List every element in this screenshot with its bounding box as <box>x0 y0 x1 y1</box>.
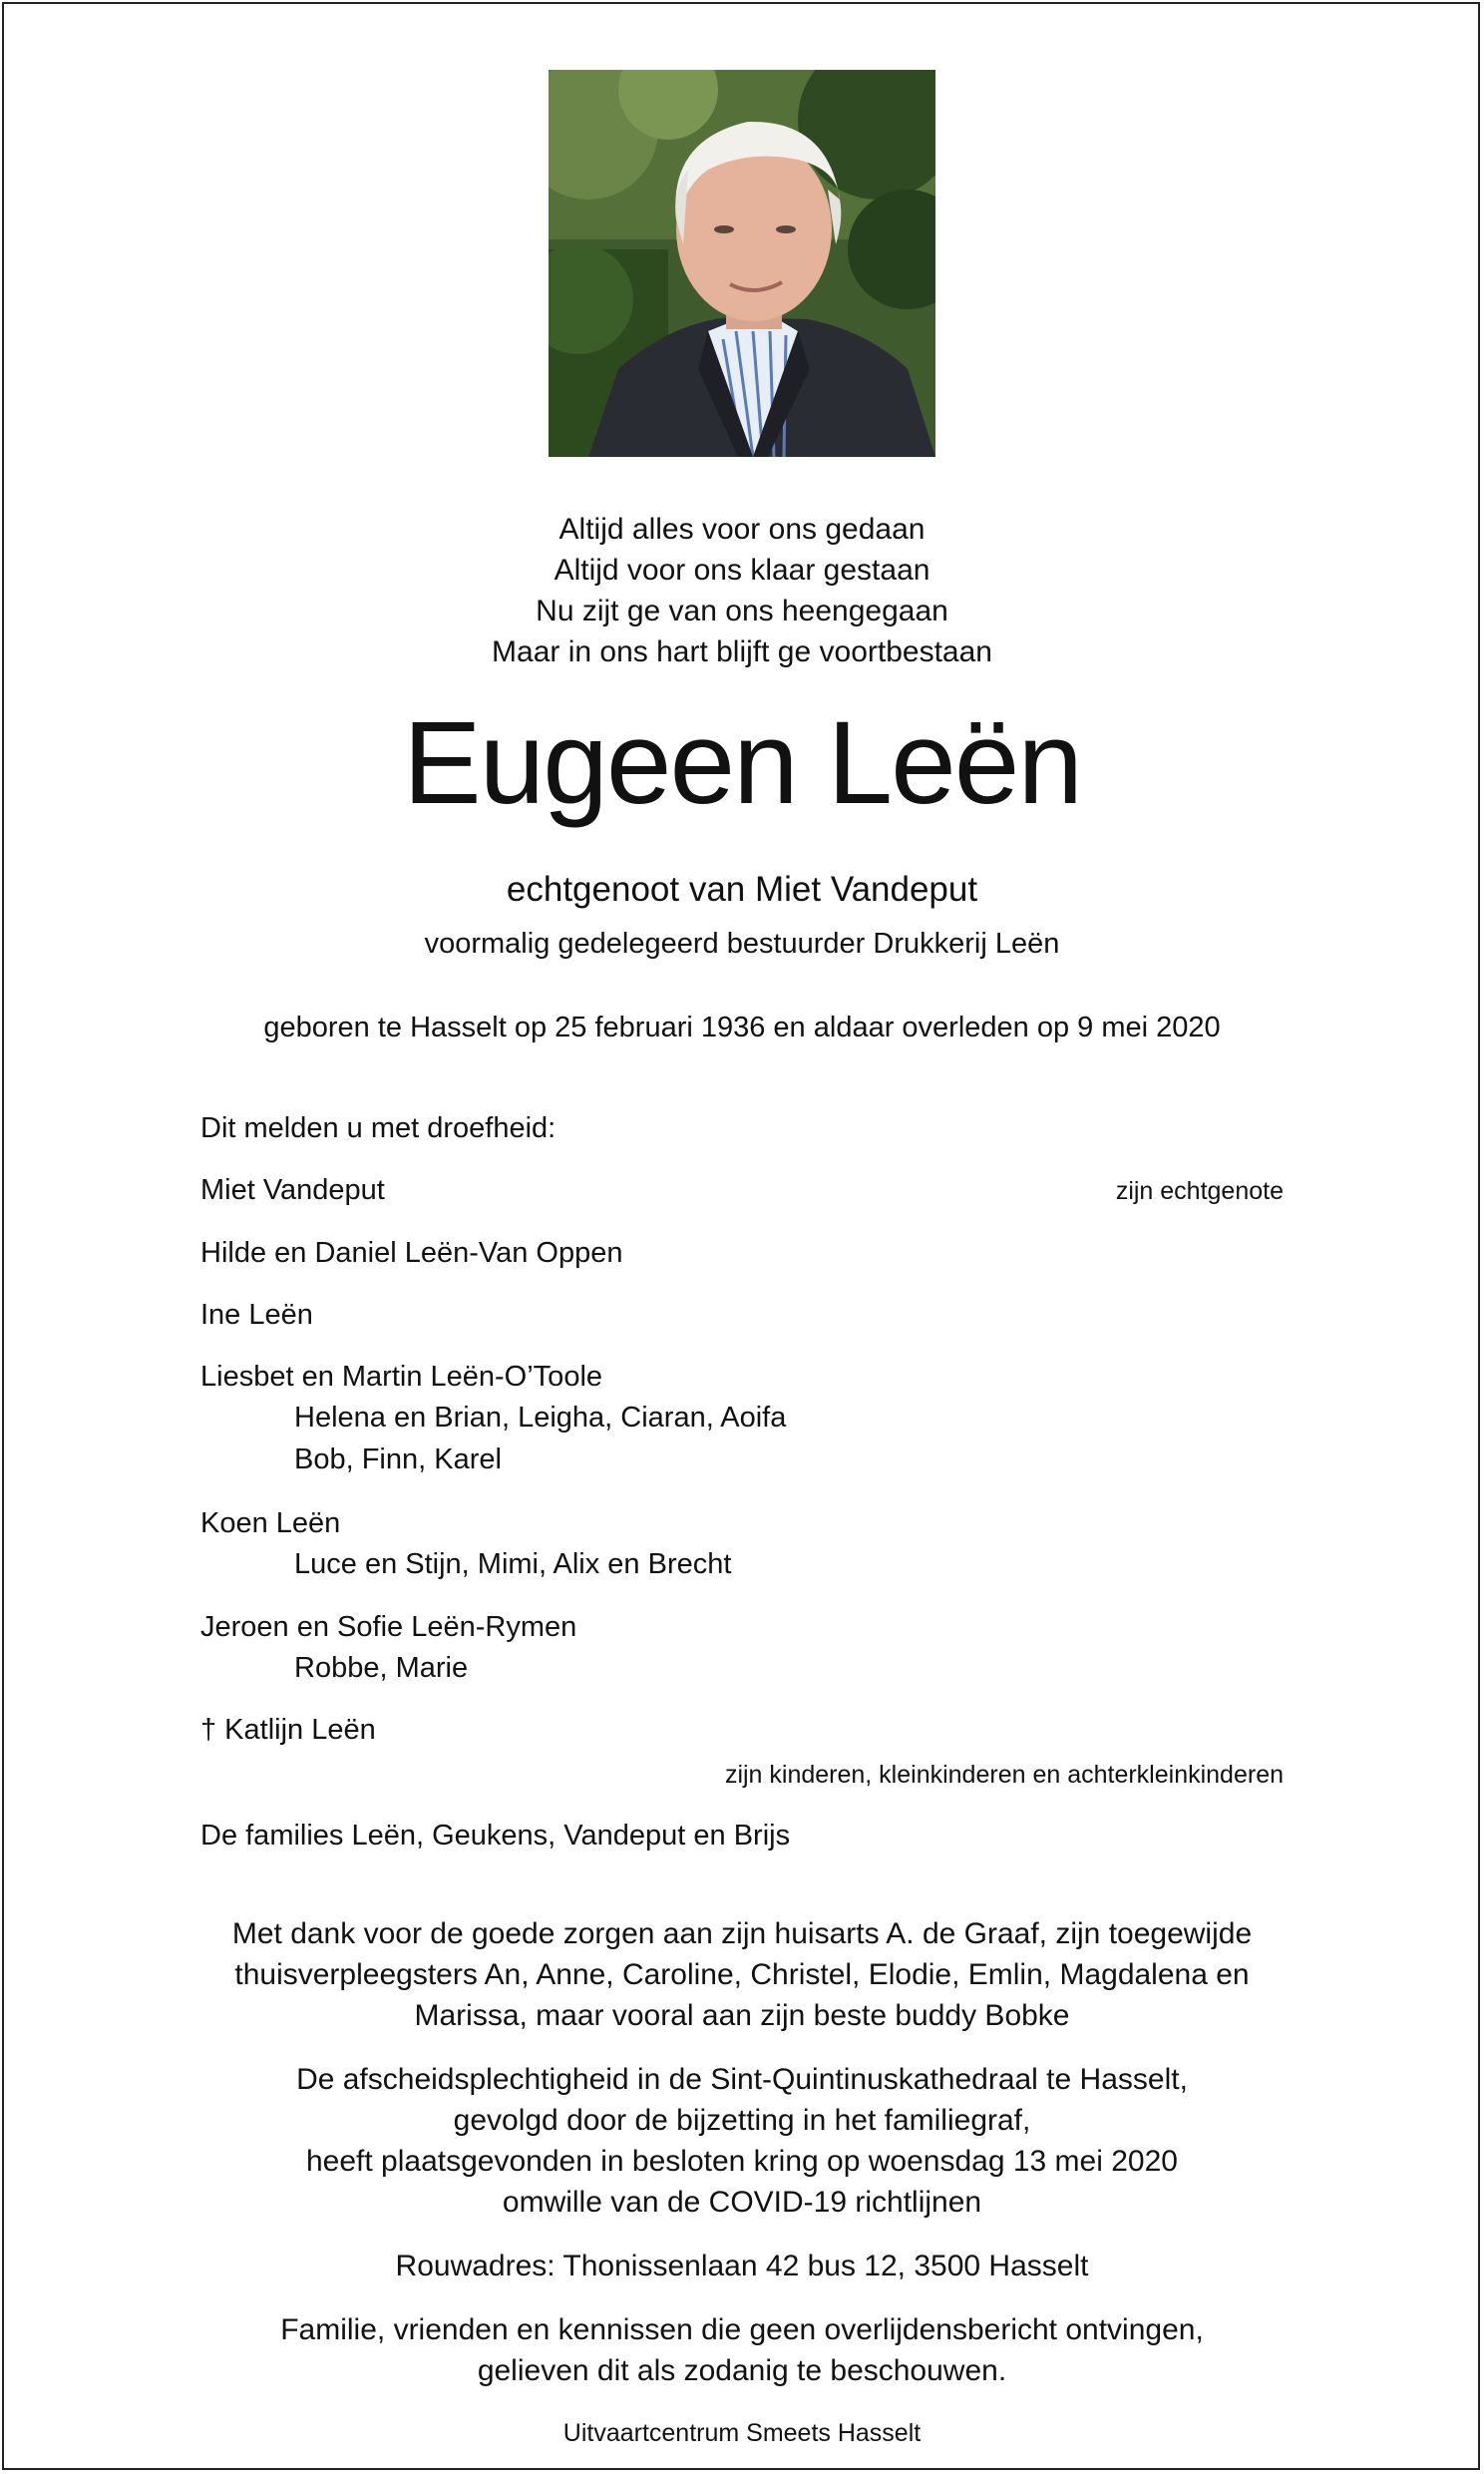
child-line: Ine Leën <box>200 1299 313 1331</box>
poem-line-3: Nu zijt ge van ons heengegaan <box>536 595 948 627</box>
child-line: Jeroen en Sofie Leën-Rymen <box>200 1611 577 1643</box>
ceremony-line-3: heeft plaatsgevonden in besloten kring op woensdag 13 mei 2020 <box>306 2145 1178 2178</box>
announcement-intro: Dit melden u met droefheid: <box>200 1112 556 1144</box>
funeral-home: Uitvaartcentrum Smeets Hasselt <box>562 2419 922 2447</box>
child-line: Hilde en Daniel Leën-Van Oppen <box>200 1237 623 1269</box>
child-line: Liesbet en Martin Leën-O’Toole <box>200 1361 603 1393</box>
notice-line-1: Familie, vrienden en kennissen die geen overlijdensbericht ontvingen, <box>280 2313 1204 2346</box>
thanks-line-1: Met dank voor de goede zorgen aan zijn huisarts A. de Graaf, zijn toegewijde <box>231 1917 1253 1950</box>
child-line: Koen Leën <box>200 1507 341 1539</box>
ceremony-line-1: De afscheidsplechtigheid in de Sint-Quintinuskathedraal te Hasselt, <box>296 2063 1188 2096</box>
poem-line-1: Altijd alles voor ons gedaan <box>558 513 926 546</box>
poem-line-2: Altijd voor ons klaar gestaan <box>554 554 930 587</box>
grandchildren-line: Bob, Finn, Karel <box>294 1443 502 1475</box>
spouse-relation: zijn echtgenote <box>1115 1177 1284 1205</box>
spouse-line: echtgenoot van Miet Vandeput <box>506 870 978 909</box>
thanks-line-2: thuisverpleegsters An, Anne, Caroline, Christel, Elodie, Emlin, Magdalena en <box>234 1958 1250 1991</box>
spouse-name: Miet Vandeput <box>200 1174 385 1206</box>
families-line: De families Leën, Geukens, Vandeput en Brijs <box>200 1820 791 1852</box>
mourning-address: Rouwadres: Thonissenlaan 42 bus 12, 3500 Hasselt <box>395 2250 1089 2282</box>
grandchildren-line: Helena en Brian, Leigha, Ciaran, Aoifa <box>294 1402 787 1434</box>
birth-death-line: geboren te Hasselt op 25 februari 1936 en aldaar overleden op 9 mei 2020 <box>263 1012 1221 1043</box>
child-line: † Katlijn Leën <box>200 1714 376 1746</box>
ceremony-line-2: gevolgd door de bijzetting in het familiegraf, <box>453 2104 1031 2137</box>
grandchildren-line: Robbe, Marie <box>294 1652 469 1684</box>
role-line: voormalig gedelegeerd bestuurder Drukkerij Leën <box>424 928 1060 960</box>
grandchildren-line: Luce en Stijn, Mimi, Alix en Brecht <box>294 1548 732 1580</box>
ceremony-line-4: omwille van de COVID-19 richtlijnen <box>502 2186 982 2219</box>
children-relation: zijn kinderen, kleinkinderen en achterkleinkinderen <box>724 1761 1284 1789</box>
deceased-name: Eugeen Leën <box>402 697 1082 829</box>
poem-line-4: Maar in ons hart blijft ge voortbestaan <box>492 635 992 668</box>
notice-line-2: gelieven dit als zodanig te beschouwen. <box>477 2354 1007 2387</box>
portrait-photo <box>549 70 935 457</box>
thanks-line-3: Marissa, maar vooral aan zijn beste buddy Bobke <box>414 1999 1070 2032</box>
